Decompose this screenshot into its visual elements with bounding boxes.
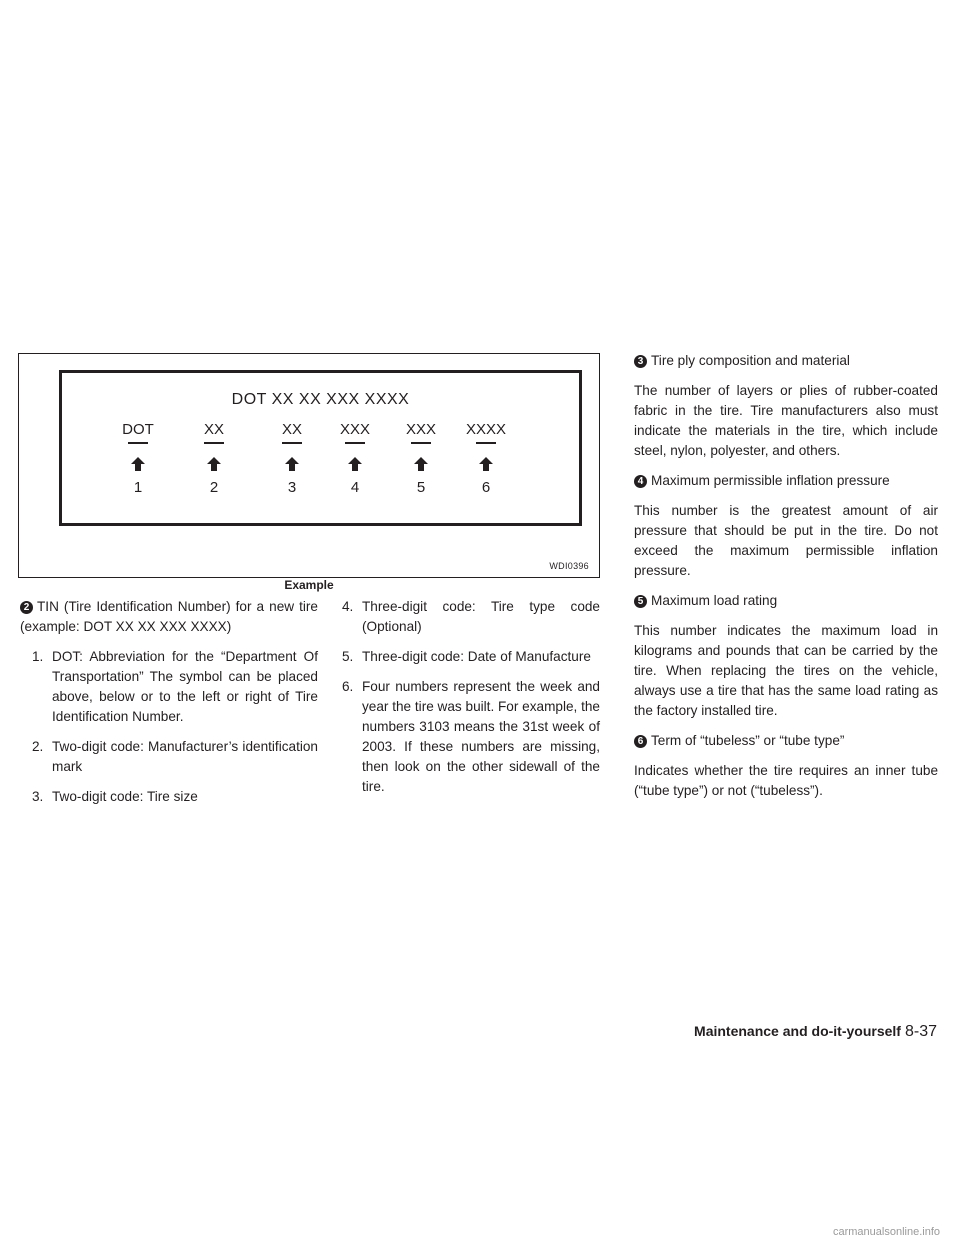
column-right xyxy=(634,351,938,811)
code-number: 1 xyxy=(133,479,143,496)
list-item: 1. DOT: Abbreviation for the “Department Of Transportation” The symbol can be placed above, below or to the left or right of Tire Identification Number. xyxy=(32,649,318,724)
footer-section-title: Maintenance and do-it-yourself xyxy=(694,1023,901,1039)
list-item: 4. Three-digit code: Tire type code (Optional) xyxy=(342,599,600,634)
circled-number-3-icon: 3 xyxy=(634,355,647,368)
up-arrow-icon xyxy=(348,457,362,471)
code-number: 6 xyxy=(481,479,491,496)
tin-list-continued xyxy=(342,597,600,797)
list-item: 5. Three-digit code: Date of Manufacture xyxy=(342,649,591,664)
figure-box xyxy=(18,353,600,578)
up-arrow-icon xyxy=(131,457,145,471)
code-label: DOT xyxy=(122,421,154,438)
section-6-heading: 6 Term of “tubeless” or “tube type” xyxy=(634,731,938,751)
page-number: 8-37 xyxy=(904,1023,937,1040)
code-label: XXX xyxy=(405,421,436,438)
page-footer xyxy=(694,1023,937,1041)
section-4-body: This number is the greatest amount of air pressure that should be put in the tire. Do not exceed the maximum permissible inflation pressure. xyxy=(634,503,938,578)
circled-number-5-icon: 5 xyxy=(634,595,647,608)
code-number: 2 xyxy=(209,479,219,496)
code-number: 3 xyxy=(287,479,297,496)
code-label: XXXX xyxy=(465,421,507,438)
watermark: carmanualsonline.info xyxy=(832,1226,940,1238)
dash-mark xyxy=(204,442,224,444)
column-middle xyxy=(342,597,600,807)
code-column-6 xyxy=(446,421,526,496)
dash-mark xyxy=(411,442,431,444)
list-item: 6. Four numbers represent the week and year the tire was built. For example, the numbers 3103 means the 31st week of 2003. If these numbers are missing, then look on the other sidewall of the tire. xyxy=(342,679,600,794)
section-5-heading: 5 Maximum load rating xyxy=(634,591,938,611)
code-label: XXX xyxy=(339,421,370,438)
figure-id: WDI0396 xyxy=(549,561,589,571)
section-3-body: The number of layers or plies of rubber-coated fabric in the tire. Tire manufacturers also must indicate the materials in the tire, which include steel, nylon, polyester, and others. xyxy=(634,383,938,458)
code-number: 5 xyxy=(416,479,426,496)
dash-mark xyxy=(345,442,365,444)
up-arrow-icon xyxy=(207,457,221,471)
code-number: 4 xyxy=(350,479,360,496)
circled-number-2-icon: 2 xyxy=(20,601,33,614)
circled-number-4-icon: 4 xyxy=(634,475,647,488)
list-item: 2. Two-digit code: Manufacturer’s identification mark xyxy=(32,739,318,774)
section-4-heading: 4 Maximum permissible inflation pressure xyxy=(634,471,938,491)
dash-mark xyxy=(282,442,302,444)
dash-mark xyxy=(128,442,148,444)
tin-diagram xyxy=(59,370,582,526)
code-column-1 xyxy=(98,421,178,496)
list-item: 3. Two-digit code: Tire size xyxy=(32,789,198,804)
figure-caption: Example xyxy=(284,578,334,592)
diagram-title: DOT XX XX XXX XXXX xyxy=(231,391,410,408)
tin-list xyxy=(20,647,318,807)
section-5-body: This number indicates the maximum load in kilograms and pounds that can be carried by the tire. When replacing the tires on the vehicle, always use a tire that has the same load rating as the factory installed tire. xyxy=(634,623,938,718)
section-3-heading: 3 Tire ply composition and material xyxy=(634,351,938,371)
section-2-heading: 2 TIN (Tire Identification Number) for a new tire (example: DOT XX XX XXX XXXX) xyxy=(20,599,318,634)
code-column-2 xyxy=(174,421,254,496)
code-label: XX xyxy=(281,421,302,438)
up-arrow-icon xyxy=(414,457,428,471)
section-6-body: Indicates whether the tire requires an inner tube (“tube type”) or not (“tubeless”). xyxy=(634,763,938,798)
up-arrow-icon xyxy=(285,457,299,471)
up-arrow-icon xyxy=(479,457,493,471)
circled-number-6-icon: 6 xyxy=(634,735,647,748)
code-label: XX xyxy=(203,421,224,438)
dash-mark xyxy=(476,442,496,444)
column-left xyxy=(20,597,318,817)
